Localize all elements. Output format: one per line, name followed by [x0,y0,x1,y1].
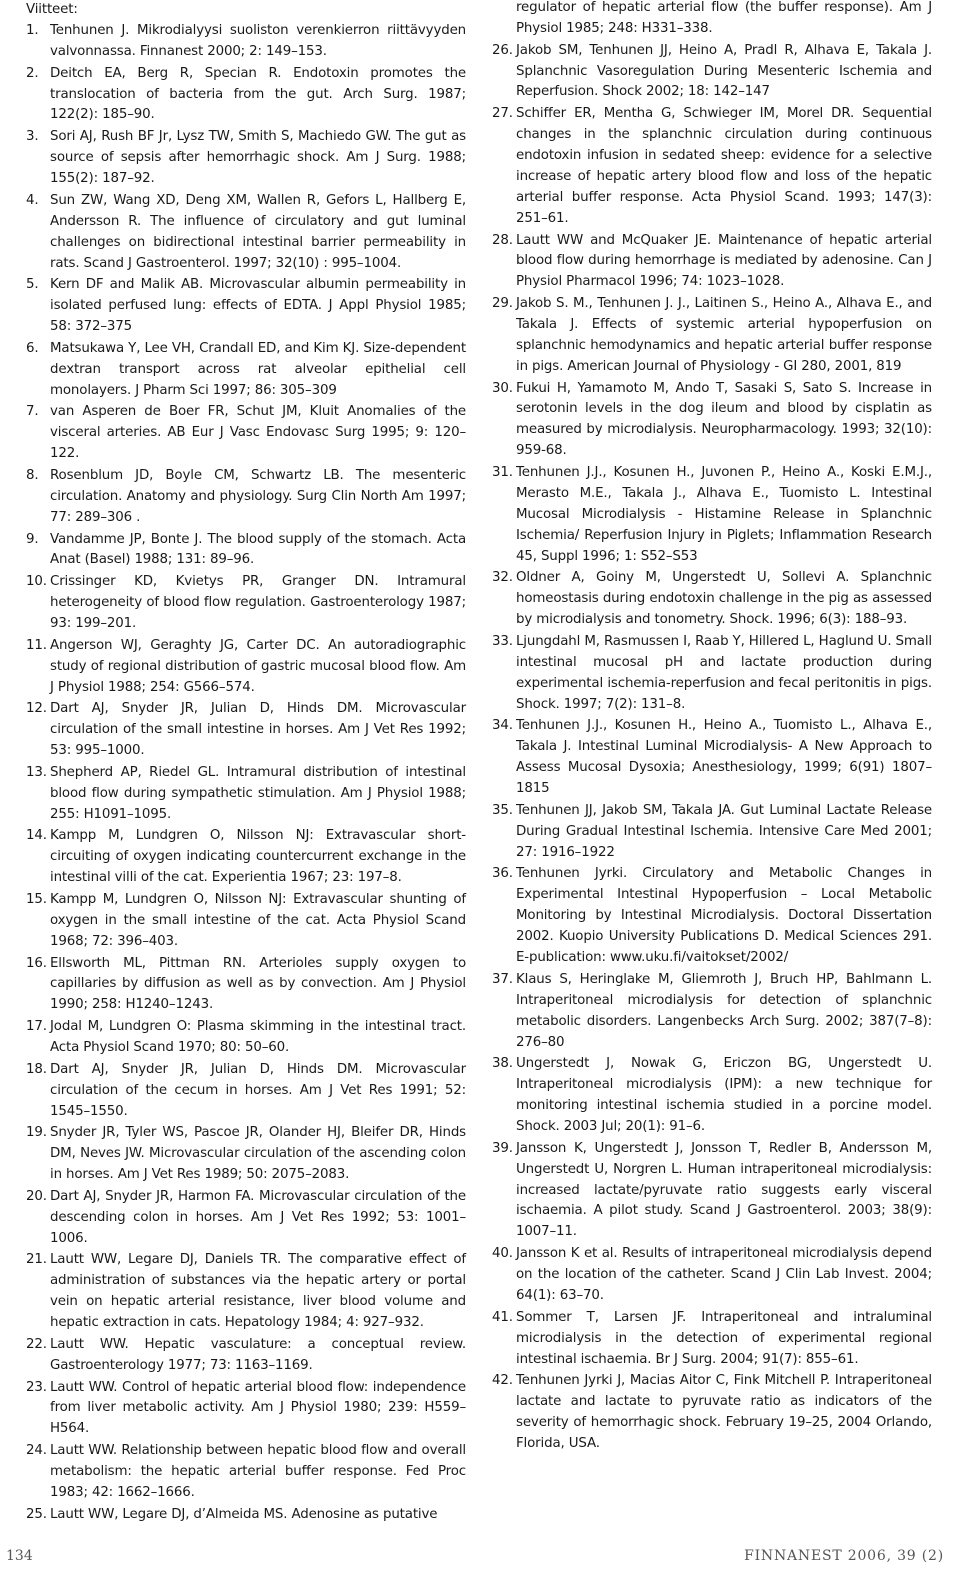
reference-item [492,1054,932,1138]
reference-item [26,466,466,529]
reference-number: 8. [26,467,39,483]
reference-number: 20. [26,1188,47,1204]
reference-number: 2. [26,65,39,81]
reference-text: Sommer T, Larsen JF. Intraperitoneal and intraluminal microdialysis in the detection of experimental regional intestinal ischaemia. Br J Surg. 2004; 91(7): 855–61. [516,1309,932,1367]
reference-item [492,716,932,800]
reference-number: 11. [26,637,47,653]
reference-number: 31. [492,465,513,480]
reference-text: Tenhunen J. Mikrodialyysi suoliston verenkierron riittävyyden valvonnassa. Finnanest 2000; 2: 149–153. [50,23,466,59]
reference-number: 1. [26,23,39,38]
reference-text: Tenhunen Jyrki. Circulatory and Metabolic Changes in Experimental Intestinal Hypoperfusion – Local Metabolic Monitoring by Intestinal Microdialysis. Doctoral Dissertation 2002. Kuopio University Publications D. Medical Sciences 291. E-publication: www.uku.fi/vaitokset/2002/ [516,866,932,966]
reference-number: 29. [492,296,513,312]
reference-text: Schiffer ER, Mentha G, Schwieger IM, Morel DR. Sequential changes in the splanchnic circulation during continuous endotoxin infusion in sedated sheep: evidence for a selective increase of hepatic artery blood flow and loss of the hepatic arterial buffer response. Acta Physiol Scand. 1993; 147(3): 251–61. [516,106,932,226]
reference-number: 5. [26,277,39,293]
reference-continuation: regulator of hepatic arterial flow (the buffer response). Am J Physiol 1985; 248: H331–338. [516,0,932,36]
reference-item [26,21,466,63]
reference-number: 4. [26,192,39,208]
reference-item [26,572,466,635]
reference-number: 26. [492,42,513,58]
reference-item [26,530,466,572]
reference-number: 36. [492,866,513,882]
reference-text: Oldner A, Goiny M, Ungerstedt U, Sollevi A. Splanchnic homeostasis during endotoxin challenge in the pig as assessed by microdialysis and tonometry. Shock. 1996; 6(3): 188–93. [516,570,932,628]
reference-number: 40. [492,1246,513,1262]
reference-text: Crissinger KD, Kvietys PR, Granger DN. Intramural heterogeneity of blood flow regulation. Gastroenterology 1987; 93: 199–201. [50,574,466,631]
reference-number: 39. [492,1140,513,1156]
reference-text: Lautt WW. Control of hepatic arterial blood flow: independence from liver metabolic activity. Am J Physiol 1980; 239: H559–H564. [50,1379,466,1437]
reference-text: Rosenblum JD, Boyle CM, Schwartz LB. The mesenteric circulation. Anatomy and physiology. Surg Clin North Am 1997; 77: 289–306 . [50,467,466,525]
reference-number: 37. [492,971,513,987]
reference-item [492,568,932,631]
reference-text: Tenhunen J.J., Kosunen H., Heino A., Tuomisto L., Alhava E., Takala J. Intestinal Luminal Microdialysis- A New Approach to Assess Mucosal Dysoxia; Anesthesiology, 1999; 6(91) 1807–1815 [516,718,932,797]
reference-item [26,127,466,190]
reference-number: 6. [26,340,39,356]
reference-item [26,1187,466,1250]
reference-text: Sun ZW, Wang XD, Deng XM, Wallen R, Gefors L, Hallberg E, Andersson R. The influence of circulatory and gut luminal challenges on bidirectional intestinal barrier permeability in rats. Scand J Gastroenterol. 1997; 32(10) : 995–1004. [50,192,466,271]
reference-text: Lautt WW. Relationship between hepatic blood flow and overall metabolism: the hepatic arterial buffer response. Fed Proc 1983; 42: 1662–1666. [50,1443,466,1500]
reference-text: Vandamme JP, Bonte J. The blood supply of the stomach. Acta Anat (Basel) 1988; 131: 89–96. [50,531,466,568]
reference-item [492,801,932,864]
reference-text: van Asperen de Boer FR, Schut JM, Kluit Anomalies of the visceral arteries. AB Eur J Vasc Endovasc Surg 1995; 9: 120–122. [50,404,466,462]
reference-text: Ljungdahl M, Rasmussen I, Raab Y, Hillered L, Haglund U. Small intestinal mucosal pH and lactate production during experimental ischemia-reperfusion and fecal peritonitis in pigs. Shock. 1997; 7(2): 131–8. [516,633,932,712]
reference-text: Angerson WJ, Geraghty JG, Carter DC. An autoradiographic study of regional distribution of gastric mucosal blood flow. Am J Physiol 1988; 254: G566–574. [50,637,466,695]
reference-item [26,1250,466,1334]
reference-item [492,1139,932,1244]
right-reference-list [492,41,932,1455]
reference-number: 13. [26,764,47,780]
reference-number: 35. [492,802,513,818]
reference-item [26,64,466,127]
reference-number: 30. [492,380,513,396]
reference-item [26,699,466,762]
reference-item [26,1505,466,1526]
left-reference-list [26,21,466,1526]
reference-text: Kampp M, Lundgren O, Nilsson NJ: Extravascular shunting of oxygen in the small intestine of the cat. Acta Physiol Scand 1968; 72: 396–403. [50,891,466,949]
reference-text: Tenhunen Jyrki J, Macias Aitor C, Fink Mitchell P. Intraperitoneal lactate and lactate to pyruvate ratio as indicators of the severity of hemorrhagic shock. February 19–25, 2004 Orlando, Florida, USA. [516,1373,932,1451]
reference-text: Jakob S. M., Tenhunen J. J., Laitinen S., Heino A., Alhava E., and Takala J. Effects of systemic arterial hypoperfusion on splanchnic hemodynamics and hepatic arterial buffer response in pigs. American Journal of Physiology - GI 280, 2001, 819 [516,296,932,374]
reference-number: 12. [26,701,47,717]
reference-number: 24. [26,1443,47,1459]
reference-number: 22. [26,1336,47,1352]
reference-number: 41. [492,1309,513,1325]
reference-item [492,1244,932,1307]
reference-item [492,379,932,463]
reference-item [26,763,466,826]
reference-text: Jansson K et al. Results of intraperitoneal microdialysis depend on the location of the catheter. Scand J Clin Lab Invest. 2004; 64(1): 63–70. [516,1246,932,1303]
reference-item [26,1060,466,1123]
reference-item [492,1371,932,1455]
reference-text: Kampp M, Lundgren O, Nilsson NJ: Extravascular short-circuiting of oxygen indicating countercurrent exchange in the intestinal villi of the cat. Experientia 1967; 23: 197–8. [50,828,466,886]
journal-citation: FINNANEST 2006, 39 (2) [744,1548,944,1564]
reference-number: 3. [26,129,39,145]
reference-number: 7. [26,404,39,420]
reference-item [492,463,932,568]
reference-text: Klaus S, Heringlake M, Gliemroth J, Bruch HP, Bahlmann L. Intraperitoneal microdialysis for detection of splanchnic metabolic disorders. Langenbecks Arch Surg. 2002; 387(7–8): 276–80 [516,971,932,1050]
reference-text: Tenhunen J.J., Kosunen H., Juvonen P., Heino A., Koski E.M.J., Merasto M.E., Takala J., Alhava E., Tuomisto L. Intestinal Mucosal Microdialysis - Histamine Release in Splanchnic Ischemia/ Reperfusion Injury in Piglets; Inflammation Research 45, Suppl 1996; 1: S52–S53 [516,465,932,564]
reference-number: 17. [26,1019,47,1035]
reference-number: 34. [492,718,513,734]
reference-number: 42. [492,1373,513,1389]
reference-text: Dart AJ, Snyder JR, Julian D, Hinds DM. Microvascular circulation of the cecum in horses. Am J Vet Res 1991; 52: 1545–1550. [50,1061,466,1119]
reference-number: 21. [26,1252,47,1268]
reference-text: Ellsworth ML, Pittman RN. Arterioles supply oxygen to capillaries by diffusion as well as by convection. Am J Physiol 1990; 258: H1240–1243. [50,955,466,1013]
reference-number: 27. [492,106,513,122]
reference-text: Matsukawa Y, Lee VH, Crandall ED, and Kim KJ. Size-dependent dextran transport across rat alveolar epithelial cell monolayers. J Pharm Sci 1997; 86: 305–309 [50,340,466,398]
reference-item [492,231,932,294]
reference-text: Jansson K, Ungerstedt J, Jonsson T, Redler B, Andersson M, Ungerstedt U, Norgren L. Human intraperitoneal microdialysis: increased lactate/pyruvate ratio suggests early visceral ischaemia. A pilot study. Scand J Gastroenterol. 2003; 38(9): 1007–11. [516,1140,932,1240]
reference-item [492,632,932,716]
reference-number: 19. [26,1125,47,1141]
reference-item [26,191,466,275]
reference-item [26,339,466,402]
reference-item [492,41,932,104]
reference-number: 23. [26,1379,47,1395]
reference-text: Ungerstedt J, Nowak G, Ericzon BG, Ungerstedt U. Intraperitoneal microdialysis (IPM): a new technique for monitoring intestinal ischemia studied in a porcine model. Shock. 2003 Jul; 20(1): 91–6. [516,1056,932,1134]
reference-item [26,1017,466,1059]
reference-number: 28. [492,232,513,248]
reference-item [26,826,466,889]
reference-item [26,402,466,465]
reference-text: Sori AJ, Rush BF Jr, Lysz TW, Smith S, Machiedo GW. The gut as source of sepsis after hemorrhagic shock. Am J Surg. 1988; 155(2): 187–92. [50,129,466,187]
reference-item [26,1123,466,1186]
reference-text: Dart AJ, Snyder JR, Julian D, Hinds DM. Microvascular circulation of the small intestine in horses. Am J Vet Res 1992; 53: 995–1000. [50,701,466,759]
reference-item [492,1308,932,1371]
reference-number: 9. [26,531,39,547]
reference-number: 10. [26,574,47,590]
page-footer [0,1548,960,1568]
reference-number: 38. [492,1056,513,1072]
reference-text: Dart AJ, Snyder JR, Harmon FA. Microvascular circulation of the descending colon in horses. Am J Vet Res 1992; 53: 1001–1006. [50,1188,466,1246]
reference-item [26,275,466,338]
reference-text: Jakob SM, Tenhunen JJ, Heino A, Pradl R, Alhava E, Takala J. Splanchnic Vasoregulation During Mesenteric Ischemia and Reperfusion. Shock 2002; 18: 142–147 [516,42,932,100]
reference-item [26,890,466,953]
reference-number: 32. [492,570,513,586]
reference-item [26,954,466,1017]
reference-text: Lautt WW and McQuaker JE. Maintenance of hepatic arterial blood flow during hemorrhage is mediated by adenosine. Can J Physiol Pharmacol 1996; 74: 1023–1028. [516,232,932,290]
reference-text: Fukui H, Yamamoto M, Ando T, Sasaki S, Sato S. Increase in serotonin levels in the dog ileum and blood by cisplatin as measured by microdialysis. Neuropharmacology. 1993; 32(10): 959-68. [516,380,932,459]
reference-number: 25. [26,1506,47,1522]
reference-item [492,104,932,229]
right-column [492,0,932,1456]
reference-text: Lautt WW, Legare DJ, d’Almeida MS. Adenosine as putative [50,1506,438,1522]
reference-number: 18. [26,1061,47,1077]
reference-number: 14. [26,828,47,844]
reference-text: Lautt WW, Legare DJ, Daniels TR. The comparative effect of administration of substances via the hepatic artery or portal vein on hepatic arterial resistance, liver blood volume and hepatic extraction in cats. Hepatology 1984; 4: 927–932. [50,1252,466,1331]
reference-item [492,294,932,378]
reference-text: Snyder JR, Tyler WS, Pascoe JR, Olander HJ, Bleifer DR, Hinds DM, Neves JW. Microvascular circulation of the ascending colon in horses. Am J Vet Res 1989; 50: 2075–2083. [50,1125,466,1183]
reference-number: 33. [492,633,513,649]
page-number: 134 [6,1548,33,1564]
reference-text: Jodal M, Lundgren O: Plasma skimming in the intestinal tract. Acta Physiol Scand 1970; 80: 50–60. [50,1019,466,1055]
reference-text: Lautt WW. Hepatic vasculature: a conceptual review. Gastroenterology 1977; 73: 1163–1169. [50,1336,466,1373]
reference-number: 15. [26,891,47,907]
reference-text: Deitch EA, Berg R, Specian R. Endotoxin promotes the translocation of bacteria from the gut. Arch Surg. 1987; 122(2): 185–90. [50,65,466,123]
reference-item [26,1378,466,1441]
reference-number: 16. [26,955,47,971]
reference-item [492,864,932,969]
reference-text: Tenhunen JJ, Jakob SM, Takala JA. Gut Luminal Lactate Release During Gradual Intestinal Ischemia. Intensive Care Med 2001; 27: 1916–1922 [516,802,932,860]
reference-item [492,970,932,1054]
reference-text: Shepherd AP, Riedel GL. Intramural distribution of intestinal blood flow during sympathetic stimulation. Am J Physiol 1988; 255: H1091–1095. [50,764,466,822]
reference-item [26,1441,466,1504]
reference-item [26,1335,466,1377]
references-heading: Viitteet: [26,2,78,17]
reference-item [26,636,466,699]
reference-text: Kern DF and Malik AB. Microvascular albumin permeability in isolated perfused lung: effects of EDTA. J Appl Physiol 1985; 58: 372–375 [50,277,466,335]
left-column [26,0,466,1526]
